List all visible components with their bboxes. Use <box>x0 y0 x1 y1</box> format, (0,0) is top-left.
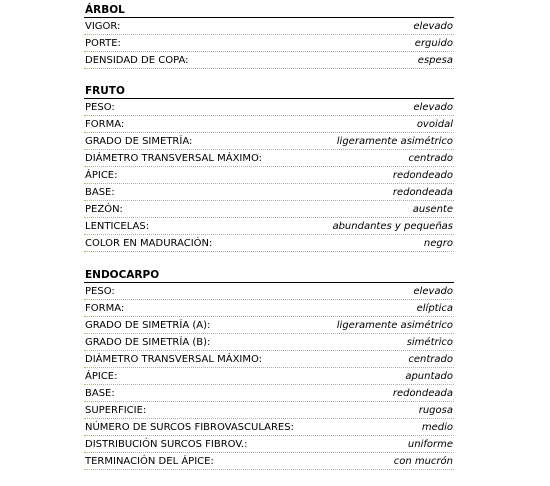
row-value: elevado <box>413 102 453 113</box>
row-value: apuntado <box>405 371 453 382</box>
characteristics-sheet <box>84 3 454 470</box>
row-value: negro <box>423 238 453 249</box>
row-label: ÁPICE: <box>85 371 118 382</box>
row-pezon <box>84 201 454 218</box>
row-label: SUPERFICIE: <box>85 405 147 416</box>
row-diametro-transversal <box>84 150 454 167</box>
row-base <box>84 184 454 201</box>
row-value: espesa <box>417 55 453 66</box>
row-superficie <box>84 402 454 419</box>
row-peso <box>84 99 454 116</box>
row-value: ligeramente asimétrico <box>336 136 453 147</box>
row-lenticelas <box>84 218 454 235</box>
row-value: centrado <box>408 354 453 365</box>
row-value: abundantes y pequeñas <box>332 221 453 232</box>
row-label: GRADO DE SIMETRÍA: <box>85 136 193 147</box>
row-porte <box>84 35 454 52</box>
row-label: TERMINACIÓN DEL ÁPICE: <box>85 456 214 467</box>
row-densidad-de-copa <box>84 52 454 69</box>
row-value: con mucrón <box>393 456 453 467</box>
row-value: redondeado <box>392 170 453 181</box>
row-label: PORTE: <box>85 38 121 49</box>
row-label: PESO: <box>85 102 115 113</box>
section-rows-endocarpo <box>84 283 454 470</box>
section-spacer <box>84 69 454 84</box>
row-label: GRADO DE SIMETRÍA (B): <box>85 337 211 348</box>
row-value: elevado <box>413 286 453 297</box>
row-grado-de-simetria-a <box>84 317 454 334</box>
row-label: DISTRIBUCIÓN SURCOS FIBROV.: <box>85 439 248 450</box>
row-label: GRADO DE SIMETRÍA (A): <box>85 320 211 331</box>
section-title-endocarpo: ENDOCARPO <box>84 268 454 283</box>
row-apice <box>84 167 454 184</box>
row-value: uniforme <box>407 439 453 450</box>
section-endocarpo <box>84 268 454 470</box>
row-value: simétrico <box>406 337 453 348</box>
row-forma <box>84 300 454 317</box>
row-value: medio <box>421 422 453 433</box>
row-value: ligeramente asimétrico <box>336 320 453 331</box>
row-label: BASE: <box>85 187 115 198</box>
row-value: elevado <box>413 21 453 32</box>
row-diametro-transversal <box>84 351 454 368</box>
row-apice <box>84 368 454 385</box>
row-label: NÚMERO DE SURCOS FIBROVASCULARES: <box>85 422 294 433</box>
row-label: DENSIDAD DE COPA: <box>85 55 189 66</box>
row-label: ÁPICE: <box>85 170 118 181</box>
row-numero-de-surcos <box>84 419 454 436</box>
section-arbol <box>84 3 454 69</box>
row-label: FORMA: <box>85 303 125 314</box>
section-title-fruto: FRUTO <box>84 84 454 99</box>
row-terminacion-del-apice <box>84 453 454 470</box>
row-label: FORMA: <box>85 119 125 130</box>
row-label: BASE: <box>85 388 115 399</box>
row-value: centrado <box>408 153 453 164</box>
section-fruto <box>84 84 454 252</box>
row-grado-de-simetria <box>84 133 454 150</box>
row-value: erguido <box>414 38 453 49</box>
row-label: VIGOR: <box>85 21 121 32</box>
row-label: PESO: <box>85 286 115 297</box>
row-color-en-maduracion <box>84 235 454 252</box>
row-peso <box>84 283 454 300</box>
row-vigor <box>84 18 454 35</box>
section-rows-arbol <box>84 18 454 69</box>
row-label: DIÁMETRO TRANSVERSAL MÁXIMO: <box>85 153 263 164</box>
row-value: elíptica <box>416 303 453 314</box>
row-grado-de-simetria-b <box>84 334 454 351</box>
row-label: COLOR EN MADURACIÓN: <box>85 238 213 249</box>
row-value: rugosa <box>418 405 453 416</box>
section-title-arbol: ÁRBOL <box>84 3 454 18</box>
row-value: ausente <box>412 204 453 215</box>
section-rows-fruto <box>84 99 454 252</box>
row-forma <box>84 116 454 133</box>
row-label: PEZÓN: <box>85 204 123 215</box>
row-distribucion-surcos <box>84 436 454 453</box>
row-base <box>84 385 454 402</box>
row-value: redondeada <box>392 187 453 198</box>
row-value: redondeada <box>392 388 453 399</box>
row-label: LENTICELAS: <box>85 221 150 232</box>
section-spacer <box>84 252 454 268</box>
row-value: ovoidal <box>416 119 453 130</box>
row-label: DIÁMETRO TRANSVERSAL MÁXIMO: <box>85 354 263 365</box>
